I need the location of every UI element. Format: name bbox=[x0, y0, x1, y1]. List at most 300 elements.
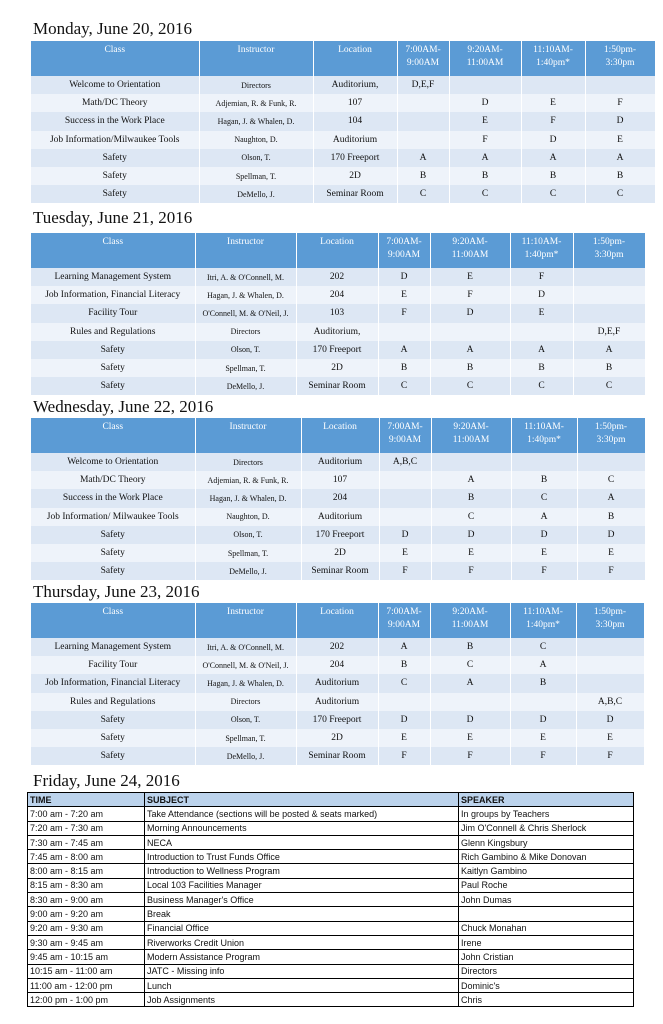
cell-slot-1110 bbox=[521, 76, 585, 94]
cell-class: Safety bbox=[31, 185, 199, 203]
cell-location: 104 bbox=[313, 112, 397, 130]
cell-class: Welcome to Orientation bbox=[31, 453, 195, 471]
cell-class: Safety bbox=[31, 562, 195, 580]
header-slot-0700: 7:00AM- 9:00AM bbox=[397, 41, 449, 76]
friday-cell-subject: Introduction to Wellness Program bbox=[145, 864, 459, 878]
cell-slot-0920: C bbox=[449, 185, 521, 203]
friday-cell-time: 7:45 am - 8:00 am bbox=[28, 850, 145, 864]
cell-location: Auditorium bbox=[313, 131, 397, 149]
friday-cell-time: 10:15 am - 11:00 am bbox=[28, 964, 145, 978]
cell-slot-0920: E bbox=[449, 112, 521, 130]
header-location: Location bbox=[313, 41, 397, 76]
cell-slot-1350 bbox=[576, 656, 644, 674]
cell-slot-1110: A bbox=[510, 656, 576, 674]
friday-cell-subject: JATC - Missing info bbox=[145, 964, 459, 978]
cell-slot-0700 bbox=[397, 94, 449, 112]
cell-slot-1110: C bbox=[521, 185, 585, 203]
cell-slot-1110: F bbox=[521, 112, 585, 130]
cell-slot-1350: B bbox=[585, 167, 655, 185]
cell-slot-1350 bbox=[577, 453, 645, 471]
friday-row bbox=[28, 935, 634, 949]
cell-location: 2D bbox=[301, 544, 379, 562]
table-row bbox=[31, 94, 655, 112]
cell-instructor: DeMello, J. bbox=[195, 377, 296, 395]
friday-cell-time: 9:20 am - 9:30 am bbox=[28, 921, 145, 935]
cell-slot-1350: E bbox=[585, 131, 655, 149]
friday-cell-time: 11:00 am - 12:00 pm bbox=[28, 978, 145, 992]
friday-cell-speaker: Glenn Kingsbury bbox=[459, 835, 634, 849]
table-row bbox=[31, 711, 644, 729]
cell-slot-1350: F bbox=[576, 747, 644, 765]
cell-slot-0920: F bbox=[449, 131, 521, 149]
day-title-monday: Monday, June 20, 2016 bbox=[33, 19, 192, 38]
day-title-thursday: Thursday, June 23, 2016 bbox=[33, 582, 200, 601]
cell-slot-0920: C bbox=[431, 508, 511, 526]
cell-slot-0700 bbox=[397, 131, 449, 149]
cell-slot-1110: D bbox=[511, 526, 577, 544]
header-slot-1110: 11:10AM- 1:40pm* bbox=[521, 41, 585, 76]
schedule-table-thursday bbox=[31, 603, 645, 765]
cell-instructor: Naughton, D. bbox=[195, 508, 301, 526]
friday-header-time: TIME bbox=[28, 793, 145, 807]
cell-slot-1110: D bbox=[510, 711, 576, 729]
friday-row bbox=[28, 921, 634, 935]
cell-slot-0920: A bbox=[431, 471, 511, 489]
friday-cell-speaker: Paul Roche bbox=[459, 878, 634, 892]
cell-instructor: Olson, T. bbox=[195, 341, 296, 359]
cell-slot-1350 bbox=[573, 304, 645, 322]
cell-slot-0920: A bbox=[430, 341, 510, 359]
friday-cell-subject: Introduction to Trust Funds Office bbox=[145, 850, 459, 864]
friday-cell-time: 12:00 pm - 1:00 pm bbox=[28, 993, 145, 1007]
cell-slot-0920: F bbox=[431, 562, 511, 580]
header-slot-0920: 9:20AM- 11:00AM bbox=[430, 603, 510, 638]
cell-class: Job Information, Financial Literacy bbox=[31, 286, 195, 304]
cell-slot-0700: D bbox=[378, 711, 430, 729]
cell-location: Auditorium, bbox=[296, 323, 378, 341]
cell-class: Safety bbox=[31, 544, 195, 562]
cell-class: Safety bbox=[31, 729, 195, 747]
table-row bbox=[31, 656, 644, 674]
header-instructor: Instructor bbox=[195, 233, 296, 268]
cell-slot-0700 bbox=[378, 693, 430, 711]
cell-instructor: Hagan, J. & Whalen, D. bbox=[195, 489, 301, 507]
cell-slot-1350: D bbox=[577, 526, 645, 544]
table-row bbox=[31, 359, 645, 377]
cell-slot-0700: E bbox=[378, 286, 430, 304]
cell-slot-0920: B bbox=[449, 167, 521, 185]
friday-cell-subject: Job Assignments bbox=[145, 993, 459, 1007]
header-location: Location bbox=[296, 233, 378, 268]
cell-slot-1110: D bbox=[510, 286, 573, 304]
header-slot-0920: 9:20AM- 11:00AM bbox=[449, 41, 521, 76]
header-slot-1350: 1:50pm- 3:30pm bbox=[576, 603, 644, 638]
cell-slot-1350: A bbox=[577, 489, 645, 507]
schedule-table-monday bbox=[31, 41, 656, 203]
friday-header-speaker: SPEAKER bbox=[459, 793, 634, 807]
table-row bbox=[31, 526, 645, 544]
header-slot-1110: 11:10AM- 1:40pm* bbox=[510, 233, 573, 268]
cell-slot-1110: E bbox=[510, 304, 573, 322]
cell-location: 107 bbox=[301, 471, 379, 489]
friday-row bbox=[28, 807, 634, 821]
cell-location: Seminar Room bbox=[296, 377, 378, 395]
cell-slot-0700: C bbox=[397, 185, 449, 203]
cell-slot-0700: A bbox=[378, 638, 430, 656]
header-slot-1110: 11:10AM- 1:40pm* bbox=[511, 418, 577, 453]
cell-instructor: DeMello, J. bbox=[199, 185, 313, 203]
friday-header-row bbox=[28, 793, 634, 807]
friday-row bbox=[28, 864, 634, 878]
friday-row bbox=[28, 835, 634, 849]
header-row bbox=[31, 418, 645, 453]
cell-location: Auditorium bbox=[301, 508, 379, 526]
header-instructor: Instructor bbox=[195, 418, 301, 453]
cell-location: Seminar Room bbox=[313, 185, 397, 203]
cell-slot-1350: E bbox=[577, 544, 645, 562]
cell-slot-0920: D bbox=[431, 526, 511, 544]
header-slot-0920: 9:20AM- 11:00AM bbox=[430, 233, 510, 268]
header-location: Location bbox=[296, 603, 378, 638]
table-row bbox=[31, 76, 655, 94]
cell-location: 170 Freeport bbox=[296, 341, 378, 359]
friday-cell-speaker: Kaitlyn Gambino bbox=[459, 864, 634, 878]
cell-location: 107 bbox=[313, 94, 397, 112]
cell-location: 2D bbox=[296, 729, 378, 747]
table-row bbox=[31, 377, 645, 395]
cell-slot-1110: B bbox=[510, 359, 573, 377]
cell-class: Rules and Regulations bbox=[31, 323, 195, 341]
header-class: Class bbox=[31, 418, 195, 453]
cell-class: Welcome to Orientation bbox=[31, 76, 199, 94]
cell-slot-0920: B bbox=[431, 489, 511, 507]
cell-location: 202 bbox=[296, 268, 378, 286]
table-row bbox=[31, 185, 655, 203]
cell-slot-1110: F bbox=[511, 562, 577, 580]
cell-slot-0700: E bbox=[379, 544, 431, 562]
friday-cell-subject: Lunch bbox=[145, 978, 459, 992]
header-instructor: Instructor bbox=[195, 603, 296, 638]
header-slot-1110: 11:10AM- 1:40pm* bbox=[510, 603, 576, 638]
cell-slot-0920 bbox=[430, 693, 510, 711]
cell-slot-0920: D bbox=[449, 94, 521, 112]
cell-location: Auditorium bbox=[301, 453, 379, 471]
friday-cell-subject: NECA bbox=[145, 835, 459, 849]
cell-class: Success in the Work Place bbox=[31, 112, 199, 130]
cell-class: Safety bbox=[31, 167, 199, 185]
friday-cell-subject: Financial Office bbox=[145, 921, 459, 935]
cell-class: Safety bbox=[31, 359, 195, 377]
cell-slot-0920: B bbox=[430, 638, 510, 656]
cell-location: 202 bbox=[296, 638, 378, 656]
cell-slot-0700: A bbox=[378, 341, 430, 359]
cell-location: 2D bbox=[296, 359, 378, 377]
cell-instructor: DeMello, J. bbox=[195, 562, 301, 580]
cell-slot-1350: A,B,C bbox=[576, 693, 644, 711]
table-row bbox=[31, 544, 645, 562]
friday-cell-speaker: Irene bbox=[459, 935, 634, 949]
header-row bbox=[31, 41, 655, 76]
table-row bbox=[31, 562, 645, 580]
header-class: Class bbox=[31, 41, 199, 76]
friday-cell-speaker: Rich Gambino & Mike Donovan bbox=[459, 850, 634, 864]
cell-slot-0920: F bbox=[430, 747, 510, 765]
cell-location: Seminar Room bbox=[296, 747, 378, 765]
cell-class: Safety bbox=[31, 711, 195, 729]
cell-location: 204 bbox=[301, 489, 379, 507]
header-location: Location bbox=[301, 418, 379, 453]
friday-cell-subject: Morning Announcements bbox=[145, 821, 459, 835]
friday-row bbox=[28, 978, 634, 992]
cell-slot-1110: F bbox=[510, 747, 576, 765]
cell-instructor: Spellman, T. bbox=[195, 359, 296, 377]
cell-slot-0700: C bbox=[378, 674, 430, 692]
cell-slot-0700 bbox=[379, 471, 431, 489]
cell-slot-0700: B bbox=[397, 167, 449, 185]
cell-slot-1350: B bbox=[577, 508, 645, 526]
cell-class: Facility Tour bbox=[31, 656, 195, 674]
cell-slot-0700: D bbox=[378, 268, 430, 286]
cell-instructor: Directors bbox=[199, 76, 313, 94]
friday-row bbox=[28, 821, 634, 835]
cell-slot-0700: B bbox=[378, 656, 430, 674]
friday-cell-subject: Business Manager's Office bbox=[145, 893, 459, 907]
header-instructor: Instructor bbox=[199, 41, 313, 76]
cell-slot-0920: A bbox=[449, 149, 521, 167]
cell-location: 170 Freeport bbox=[296, 711, 378, 729]
header-row bbox=[31, 603, 644, 638]
cell-slot-0920: C bbox=[430, 377, 510, 395]
cell-class: Learning Management System bbox=[31, 268, 195, 286]
friday-cell-time: 7:20 am - 7:30 am bbox=[28, 821, 145, 835]
cell-slot-1350: C bbox=[585, 185, 655, 203]
friday-cell-speaker: Dominic's bbox=[459, 978, 634, 992]
cell-slot-0700: E bbox=[378, 729, 430, 747]
cell-instructor: Adjemian, R. & Funk, R. bbox=[195, 471, 301, 489]
friday-cell-time: 9:45 am - 10:15 am bbox=[28, 950, 145, 964]
cell-slot-1110: E bbox=[510, 729, 576, 747]
friday-cell-speaker: Jim O'Connell & Chris Sherlock bbox=[459, 821, 634, 835]
cell-slot-1110: B bbox=[510, 674, 576, 692]
cell-slot-1110: E bbox=[521, 94, 585, 112]
cell-slot-1350: A bbox=[585, 149, 655, 167]
table-row bbox=[31, 489, 645, 507]
cell-location: Seminar Room bbox=[301, 562, 379, 580]
cell-slot-0700: F bbox=[379, 562, 431, 580]
cell-class: Rules and Regulations bbox=[31, 693, 195, 711]
cell-slot-1350: A bbox=[573, 341, 645, 359]
cell-class: Learning Management System bbox=[31, 638, 195, 656]
table-row bbox=[31, 323, 645, 341]
cell-slot-0920: E bbox=[431, 544, 511, 562]
cell-instructor: Hagan, J. & Whalen, D. bbox=[195, 674, 296, 692]
cell-slot-0920 bbox=[431, 453, 511, 471]
cell-slot-0700: D,E,F bbox=[397, 76, 449, 94]
friday-cell-speaker: In groups by Teachers bbox=[459, 807, 634, 821]
friday-row bbox=[28, 950, 634, 964]
table-row bbox=[31, 112, 655, 130]
table-row bbox=[31, 693, 644, 711]
header-slot-1350: 1:50pm- 3:30pm bbox=[577, 418, 645, 453]
cell-instructor: Olson, T. bbox=[195, 711, 296, 729]
header-class: Class bbox=[31, 233, 195, 268]
cell-slot-0700: F bbox=[378, 304, 430, 322]
cell-instructor: O'Connell, M. & O'Neil, J. bbox=[195, 656, 296, 674]
table-row bbox=[31, 341, 645, 359]
cell-slot-1350: F bbox=[585, 94, 655, 112]
cell-slot-1350: C bbox=[573, 377, 645, 395]
cell-location: 170 Freeport bbox=[313, 149, 397, 167]
table-row bbox=[31, 131, 655, 149]
cell-class: Safety bbox=[31, 526, 195, 544]
cell-location: Auditorium bbox=[296, 693, 378, 711]
cell-slot-0700 bbox=[397, 112, 449, 130]
cell-slot-1110 bbox=[511, 453, 577, 471]
cell-instructor: Olson, T. bbox=[199, 149, 313, 167]
cell-slot-0920: A bbox=[430, 674, 510, 692]
table-row bbox=[31, 674, 644, 692]
friday-cell-time: 7:00 am - 7:20 am bbox=[28, 807, 145, 821]
friday-cell-speaker: Chuck Monahan bbox=[459, 921, 634, 935]
cell-class: Success in the Work Place bbox=[31, 489, 195, 507]
cell-slot-1350 bbox=[573, 286, 645, 304]
cell-location: 204 bbox=[296, 286, 378, 304]
header-slot-1350: 1:50pm- 3:30pm bbox=[585, 41, 655, 76]
cell-slot-0700: B bbox=[378, 359, 430, 377]
cell-class: Job Information/ Milwaukee Tools bbox=[31, 508, 195, 526]
friday-cell-subject: Take Attendance (sections will be posted & seats marked) bbox=[145, 807, 459, 821]
cell-location: 103 bbox=[296, 304, 378, 322]
table-row bbox=[31, 638, 644, 656]
cell-slot-1110: B bbox=[521, 167, 585, 185]
cell-slot-0700: A,B,C bbox=[379, 453, 431, 471]
friday-row bbox=[28, 878, 634, 892]
cell-slot-0920: E bbox=[430, 729, 510, 747]
cell-instructor: Olson, T. bbox=[195, 526, 301, 544]
schedule-table-tuesday bbox=[31, 233, 646, 395]
cell-slot-1110: C bbox=[510, 638, 576, 656]
cell-location: 170 Freeport bbox=[301, 526, 379, 544]
cell-instructor: Adjemian, R. & Funk, R. bbox=[199, 94, 313, 112]
cell-slot-0700 bbox=[378, 323, 430, 341]
cell-instructor: Spellman, T. bbox=[199, 167, 313, 185]
header-slot-0700: 7:00AM- 9:00AM bbox=[379, 418, 431, 453]
table-row bbox=[31, 167, 655, 185]
cell-location: 204 bbox=[296, 656, 378, 674]
friday-cell-subject: Break bbox=[145, 907, 459, 921]
cell-slot-0920: E bbox=[430, 268, 510, 286]
friday-cell-speaker: John Cristian bbox=[459, 950, 634, 964]
table-row bbox=[31, 453, 645, 471]
friday-cell-speaker: Chris bbox=[459, 993, 634, 1007]
cell-slot-1110: A bbox=[511, 508, 577, 526]
cell-slot-0920 bbox=[449, 76, 521, 94]
cell-slot-0920: B bbox=[430, 359, 510, 377]
schedule-table-wednesday bbox=[31, 418, 646, 580]
cell-class: Math/DC Theory bbox=[31, 471, 195, 489]
day-title-wednesday: Wednesday, June 22, 2016 bbox=[33, 397, 214, 416]
table-row bbox=[31, 268, 645, 286]
cell-slot-0920 bbox=[430, 323, 510, 341]
cell-instructor: Hagan, J. & Whalen, D. bbox=[195, 286, 296, 304]
cell-slot-0920: D bbox=[430, 711, 510, 729]
cell-instructor: DeMello, J. bbox=[195, 747, 296, 765]
cell-slot-0700 bbox=[379, 489, 431, 507]
cell-class: Safety bbox=[31, 747, 195, 765]
cell-slot-0920: D bbox=[430, 304, 510, 322]
cell-slot-1110: C bbox=[511, 489, 577, 507]
cell-slot-1110: C bbox=[510, 377, 573, 395]
cell-class: Safety bbox=[31, 149, 199, 167]
friday-row bbox=[28, 993, 634, 1007]
table-row bbox=[31, 747, 644, 765]
cell-slot-1350: D bbox=[585, 112, 655, 130]
cell-instructor: Hagan, J. & Whalen, D. bbox=[199, 112, 313, 130]
table-row bbox=[31, 304, 645, 322]
cell-instructor: O'Connell, M. & O'Neil, J. bbox=[195, 304, 296, 322]
friday-cell-time: 9:00 am - 9:20 am bbox=[28, 907, 145, 921]
cell-slot-1350 bbox=[576, 674, 644, 692]
friday-header-subject: SUBJECT bbox=[145, 793, 459, 807]
friday-cell-subject: Local 103 Facilities Manager bbox=[145, 878, 459, 892]
table-row bbox=[31, 149, 655, 167]
friday-cell-speaker: John Dumas bbox=[459, 893, 634, 907]
cell-slot-1110: F bbox=[510, 268, 573, 286]
cell-slot-1110: B bbox=[511, 471, 577, 489]
day-title-tuesday: Tuesday, June 21, 2016 bbox=[33, 208, 193, 227]
friday-row bbox=[28, 907, 634, 921]
cell-instructor: Directors bbox=[195, 453, 301, 471]
friday-schedule-table bbox=[27, 792, 634, 1007]
cell-slot-1110 bbox=[510, 323, 573, 341]
cell-slot-1350: C bbox=[577, 471, 645, 489]
friday-cell-time: 7:30 am - 7:45 am bbox=[28, 835, 145, 849]
cell-slot-0920: C bbox=[430, 656, 510, 674]
cell-location: Auditorium, bbox=[313, 76, 397, 94]
cell-slot-0700: F bbox=[378, 747, 430, 765]
cell-location: Auditorium bbox=[296, 674, 378, 692]
cell-instructor: Spellman, T. bbox=[195, 544, 301, 562]
friday-cell-subject: Riverworks Credit Union bbox=[145, 935, 459, 949]
cell-instructor: Itri, A. & O'Connell, M. bbox=[195, 638, 296, 656]
friday-cell-time: 9:30 am - 9:45 am bbox=[28, 935, 145, 949]
header-slot-0920: 9:20AM- 11:00AM bbox=[431, 418, 511, 453]
friday-row bbox=[28, 964, 634, 978]
cell-instructor: Spellman, T. bbox=[195, 729, 296, 747]
friday-cell-speaker bbox=[459, 907, 634, 921]
cell-slot-1110: E bbox=[511, 544, 577, 562]
friday-cell-time: 8:30 am - 9:00 am bbox=[28, 893, 145, 907]
cell-slot-0700: C bbox=[378, 377, 430, 395]
table-row bbox=[31, 471, 645, 489]
cell-slot-0700 bbox=[379, 508, 431, 526]
cell-class: Job Information, Financial Literacy bbox=[31, 674, 195, 692]
friday-cell-time: 8:15 am - 8:30 am bbox=[28, 878, 145, 892]
cell-class: Job Information/Milwaukee Tools bbox=[31, 131, 199, 149]
cell-slot-1350 bbox=[573, 268, 645, 286]
friday-cell-time: 8:00 am - 8:15 am bbox=[28, 864, 145, 878]
friday-cell-speaker: Directors bbox=[459, 964, 634, 978]
header-slot-1350: 1:50pm- 3:30pm bbox=[573, 233, 645, 268]
cell-slot-1110: D bbox=[521, 131, 585, 149]
table-row bbox=[31, 508, 645, 526]
cell-class: Safety bbox=[31, 377, 195, 395]
header-slot-0700: 7:00AM- 9:00AM bbox=[378, 233, 430, 268]
cell-slot-1110: A bbox=[510, 341, 573, 359]
cell-slot-1350: B bbox=[573, 359, 645, 377]
cell-class: Facility Tour bbox=[31, 304, 195, 322]
cell-slot-1350: F bbox=[577, 562, 645, 580]
